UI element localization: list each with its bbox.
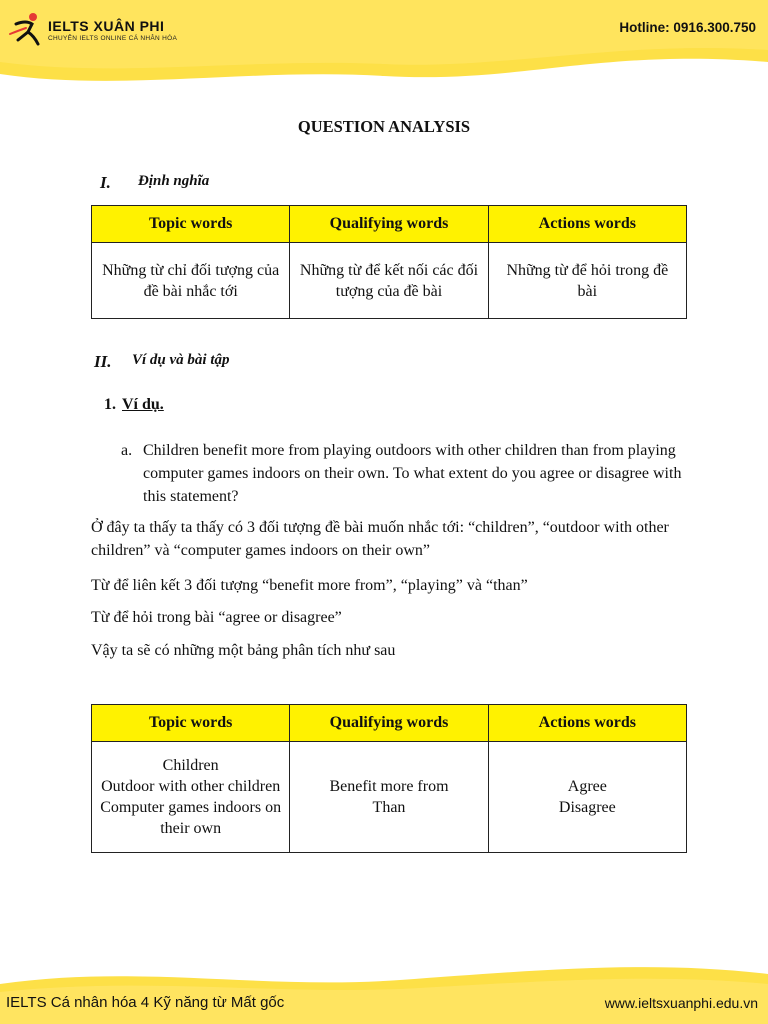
table-row bbox=[92, 742, 687, 853]
actions-cell bbox=[488, 742, 686, 853]
hotline-text: Hotline: 0916.300.750 bbox=[619, 20, 756, 35]
header-cell: Qualifying words bbox=[290, 206, 488, 243]
subsection-title: Ví dụ. bbox=[122, 396, 164, 413]
analysis-line: Vậy ta sẽ có những một bảng phân tích như sau bbox=[91, 642, 396, 659]
header-cell: Actions words bbox=[488, 206, 686, 243]
table-cell: Những từ để kết nối các đối tượng của đề bài bbox=[290, 243, 488, 319]
table-row bbox=[92, 243, 687, 319]
header-cell: Qualifying words bbox=[290, 705, 488, 742]
cell-line: Children bbox=[162, 757, 219, 774]
example-question bbox=[121, 439, 701, 508]
header-cell: Topic words bbox=[92, 705, 290, 742]
footer-slogan: IELTS Cá nhân hóa 4 Kỹ năng từ Mất gốc bbox=[6, 994, 285, 1011]
section-number: I. bbox=[100, 173, 111, 192]
header-cell: Actions words bbox=[488, 705, 686, 742]
list-label: a. bbox=[121, 442, 133, 459]
table-header-row bbox=[92, 206, 687, 243]
cell-line: Disagree bbox=[558, 799, 616, 816]
table-cell: Những từ để hỏi trong đề bài bbox=[488, 243, 686, 319]
footer-wave-shape bbox=[0, 960, 768, 1024]
section-heading-1 bbox=[100, 173, 209, 193]
section-number: II. bbox=[94, 352, 112, 371]
runner-logo-icon bbox=[6, 10, 46, 50]
analysis-line: Từ để liên kết 3 đối tượng “benefit more from”, “playing” và “than” bbox=[91, 577, 528, 594]
header-cell: Topic words bbox=[92, 206, 290, 243]
section-title: Định nghĩa bbox=[138, 173, 210, 189]
cell-line: Computer games indoors on their own bbox=[100, 799, 282, 837]
subsection-number: 1. bbox=[104, 396, 116, 413]
cell-line: Benefit more from bbox=[329, 778, 449, 795]
qualifying-cell bbox=[290, 742, 488, 853]
analysis-line: Ở đây ta thấy ta thấy có 3 đối tượng đề bài muốn nhắc tới: “children”, “outdoor with other children” và “computer games indoors on their own” bbox=[91, 519, 669, 559]
definition-table bbox=[91, 205, 687, 319]
page-title: QUESTION ANALYSIS bbox=[297, 117, 471, 136]
cell-line: Than bbox=[372, 799, 406, 816]
section-title: Ví dụ và bài tập bbox=[132, 352, 230, 368]
table-header-row bbox=[92, 705, 687, 742]
page-footer bbox=[0, 960, 768, 1024]
cell-line: Agree bbox=[567, 778, 607, 795]
table-cell: Những từ chỉ đối tượng của đề bài nhắc tới bbox=[92, 243, 290, 319]
footer-website-link[interactable]: www.ieltsxuanphi.edu.vn bbox=[604, 995, 758, 1011]
example-text: Children benefit more from playing outdoors with other children than from playing computer games indoors on their own. To what extent do you agree or disagree with this statement? bbox=[143, 442, 682, 505]
cell-line: Outdoor with other children bbox=[101, 778, 281, 795]
subsection-heading bbox=[104, 396, 164, 414]
topic-cell bbox=[92, 742, 290, 853]
analysis-line: Từ để hỏi trong bài “agree or disagree” bbox=[91, 609, 342, 626]
section-heading-2 bbox=[94, 352, 230, 372]
page-header bbox=[0, 0, 768, 90]
analysis-table bbox=[91, 704, 687, 853]
brand-logo bbox=[6, 10, 177, 50]
brand-name: IELTS XUÂN PHI bbox=[48, 17, 165, 34]
brand-tagline: CHUYÊN IELTS ONLINE CÁ NHÂN HÓA bbox=[48, 34, 178, 42]
